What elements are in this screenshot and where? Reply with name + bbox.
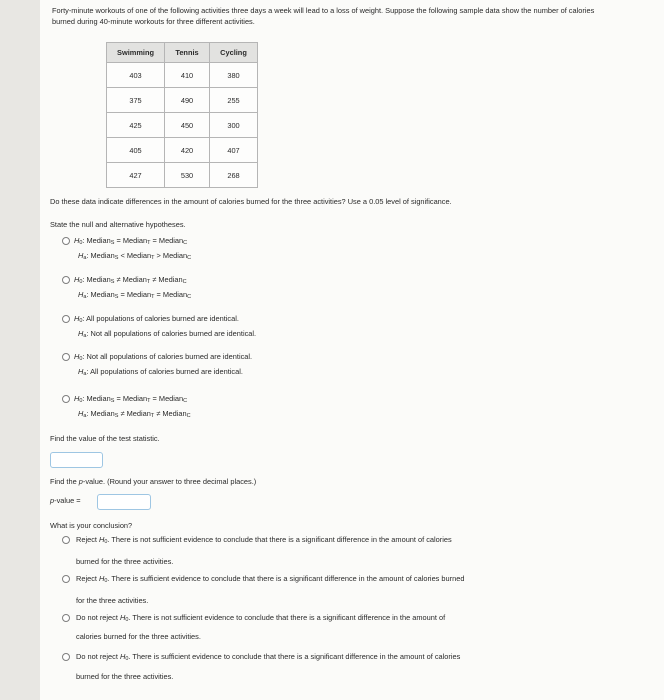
hyp-option-5-radio[interactable] [62, 395, 70, 403]
hyp-option-5-ha: $H_a$: Median$_S$ ≠ Median$_T$ ≠ Median$_C$ [78, 409, 191, 419]
question-text: Do these data indicate differences in the amount of calories burned for the three activities? Use a 0.05 level of significance. [50, 197, 452, 206]
conclusion-option-4-radio[interactable] [62, 653, 70, 661]
header-tennis: Tennis [165, 43, 210, 63]
table-row [107, 138, 258, 163]
conclusion-option-2-line1: Reject $H_0$. There is sufficient evidence to conclude that there is a significant difference in the amount of calories burned [76, 574, 465, 584]
table-cell: 403 [107, 63, 165, 88]
hyp-option-1-radio[interactable] [62, 237, 70, 245]
conclusion-option-3-radio[interactable] [62, 614, 70, 622]
hyp-option-1-ha: $H_a$: Median$_S$ < Median$_T$ > Median$_C$ [78, 251, 192, 261]
hyp-option-1-h0: $H_0$: Median$_S$ = Median$_T$ = Median$_C$ [74, 236, 188, 246]
table-cell: 490 [165, 88, 210, 113]
table-cell: 255 [210, 88, 258, 113]
hypotheses-prompt: State the null and alternative hypotheses. [50, 220, 186, 229]
table-row [107, 163, 258, 188]
table-cell: 268 [210, 163, 258, 188]
table-row [107, 88, 258, 113]
pvalue-label: p-value = [50, 496, 81, 505]
conclusion-option-3-line1: Do not reject $H_0$. There is not sufficient evidence to conclude that there is a significant difference in the amount of [76, 613, 446, 623]
conclusion-option-2-line2: for the three activities. [76, 596, 149, 605]
table-cell: 450 [165, 113, 210, 138]
hyp-option-3-ha: $H_a$: Not all populations of calories burned are identical. [78, 329, 257, 339]
data-table [106, 42, 258, 188]
pvalue-prompt: Find the p-value. (Round your answer to three decimal places.) [50, 477, 257, 486]
table-cell: 405 [107, 138, 165, 163]
table-cell: 410 [165, 63, 210, 88]
table-cell: 375 [107, 88, 165, 113]
question-page [40, 0, 664, 700]
hyp-option-4-radio[interactable] [62, 353, 70, 361]
hyp-option-2-h0: $H_0$: Median$_S$ ≠ Median$_T$ ≠ Median$_C$ [74, 275, 187, 285]
conclusion-option-1-line2: burned for the three activities. [76, 557, 174, 566]
table-cell: 530 [165, 163, 210, 188]
table-cell: 380 [210, 63, 258, 88]
conclusion-option-1-line1: Reject $H_0$. There is not sufficient evidence to conclude that there is a significant difference in the amount of calories [76, 535, 452, 545]
hyp-option-3-h0: $H_0$: All populations of calories burned are identical. [74, 314, 239, 324]
table-cell: 427 [107, 163, 165, 188]
hyp-option-4-ha: $H_a$: All populations of calories burned are identical. [78, 367, 243, 377]
header-swimming: Swimming [107, 43, 165, 63]
table-cell: 407 [210, 138, 258, 163]
conclusion-prompt: What is your conclusion? [50, 521, 133, 530]
intro-text: Forty-minute workouts of one of the following activities three days a week will lead to a loss of weight. Suppose the following sample data show the number of calories burned during 40-minute workouts for three different activities. [52, 6, 595, 26]
table-row [107, 113, 258, 138]
hyp-option-4-h0: $H_0$: Not all populations of calories burned are identical. [74, 352, 253, 362]
table-row [107, 63, 258, 88]
conclusion-option-3-line2: calories burned for the three activities. [76, 632, 201, 641]
conclusion-option-2-radio[interactable] [62, 575, 70, 583]
table-cell: 425 [107, 113, 165, 138]
hyp-option-5-h0: $H_0$: Median$_S$ = Median$_T$ = Median$_C$ [74, 394, 188, 404]
conclusion-option-1-radio[interactable] [62, 536, 70, 544]
conclusion-option-4-line2: burned for the three activities. [76, 672, 174, 681]
test-stat-prompt: Find the value of the test statistic. [50, 434, 160, 443]
pvalue-input[interactable] [97, 494, 151, 510]
conclusion-option-4-line1: Do not reject $H_0$. There is sufficient evidence to conclude that there is a significant difference in the amount of calories [76, 652, 461, 662]
hyp-option-3-radio[interactable] [62, 315, 70, 323]
test-statistic-input[interactable] [50, 452, 103, 468]
table-cell: 420 [165, 138, 210, 163]
hyp-option-2-radio[interactable] [62, 276, 70, 284]
hyp-option-2-ha: $H_a$: Median$_S$ = Median$_T$ = Median$_C$ [78, 290, 192, 300]
table-cell: 300 [210, 113, 258, 138]
header-cycling: Cycling [210, 43, 258, 63]
